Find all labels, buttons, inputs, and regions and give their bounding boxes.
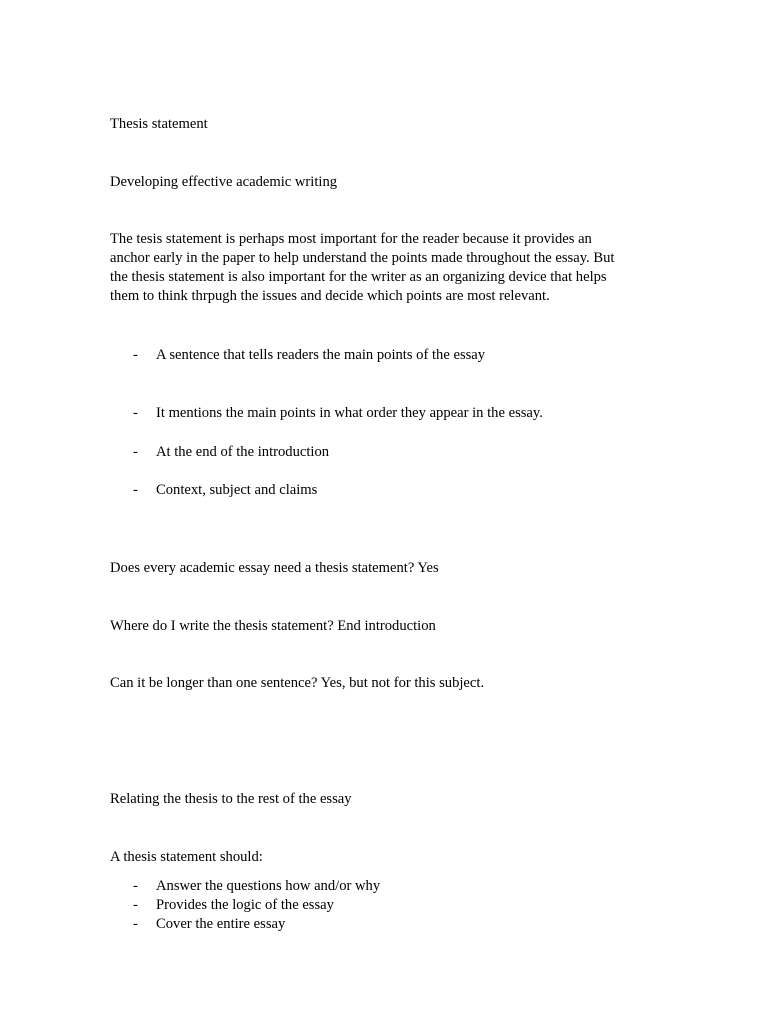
list-item-text: Context, subject and claims [156, 482, 318, 498]
intro-line: The tesis statement is perhaps most important for the reader because it provides an [110, 231, 592, 247]
intro-line: anchor early in the paper to help understand the points made throughout the essay. But [110, 250, 615, 266]
section-heading: Relating the thesis to the rest of the essay [110, 791, 352, 807]
list-marker: - [133, 347, 138, 363]
intro-paragraph [110, 230, 630, 306]
document-subtitle: Developing effective academic writing [110, 174, 338, 190]
qa-line: Does every academic essay need a thesis statement? Yes [110, 560, 439, 576]
list-marker: - [133, 405, 138, 421]
qa-line: Where do I write the thesis statement? End introduction [110, 618, 436, 634]
list-item-text: It mentions the main points in what order they appear in the essay. [156, 405, 543, 421]
list-marker: - [133, 444, 138, 460]
document-title: Thesis statement [110, 116, 208, 132]
list-item-text: Cover the entire essay [156, 916, 286, 932]
list-marker: - [133, 916, 138, 932]
list-item-text: A sentence that tells readers the main points of the essay [156, 347, 486, 363]
list-item-text: Answer the questions how and/or why [156, 878, 381, 894]
intro-line: the thesis statement is also important for the writer as an organizing device that helps [110, 269, 607, 285]
should-label: A thesis statement should: [110, 849, 263, 865]
list-marker: - [133, 482, 138, 498]
intro-line: them to think thrpugh the issues and decide which points are most relevant. [110, 288, 550, 304]
list-marker: - [133, 878, 138, 894]
list-item-text: At the end of the introduction [156, 444, 330, 460]
list-marker: - [133, 897, 138, 913]
list-item-text: Provides the logic of the essay [156, 897, 334, 913]
qa-line: Can it be longer than one sentence? Yes, but not for this subject. [110, 675, 485, 691]
